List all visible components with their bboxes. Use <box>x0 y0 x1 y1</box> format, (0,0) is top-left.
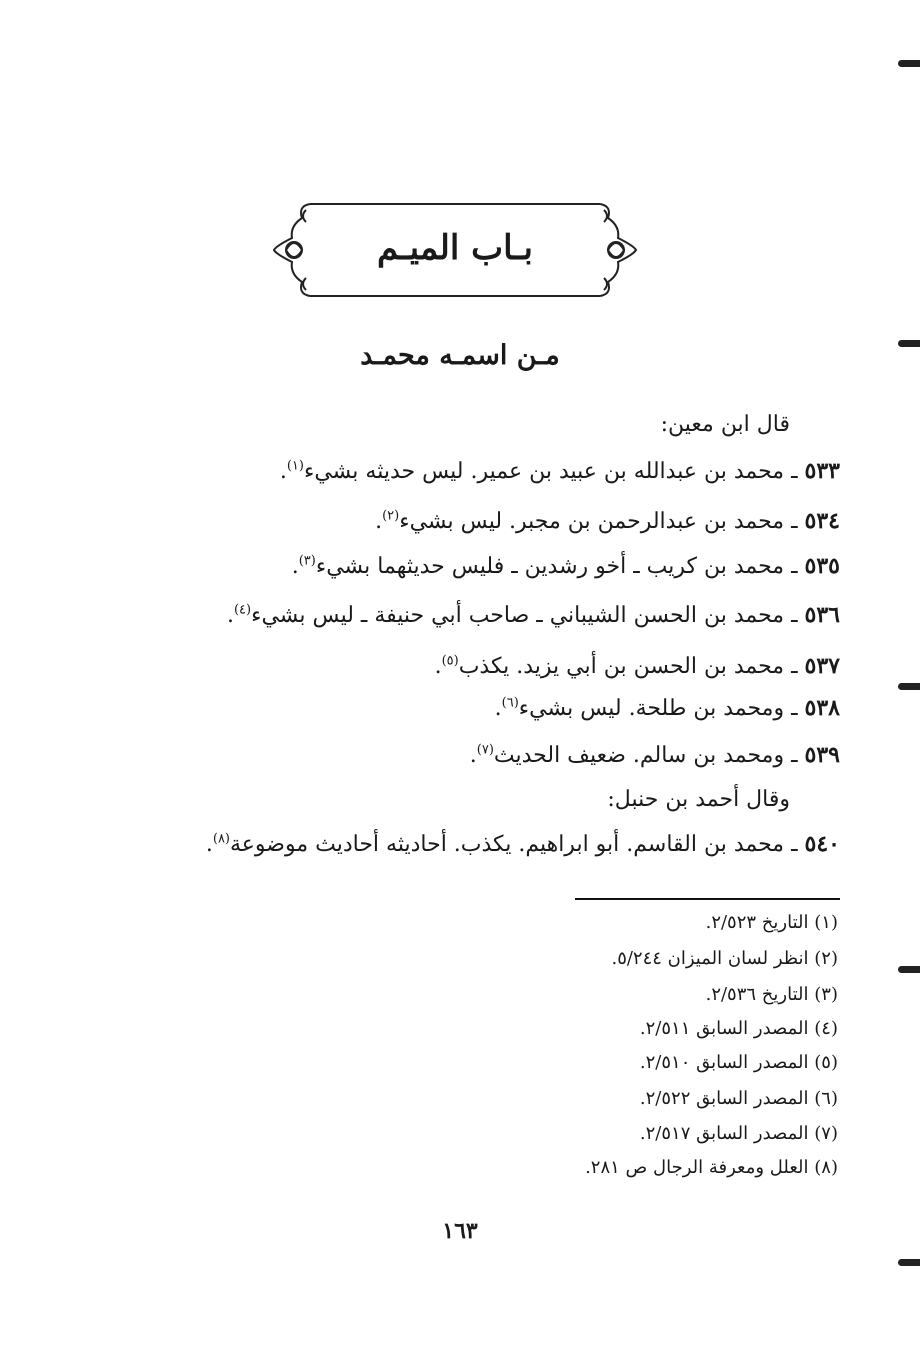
footnote-mark: (١) <box>814 912 838 933</box>
intro-line: وقال أحمد بن حنبل: <box>607 787 790 812</box>
section-title: مـن اسمـه محمـد <box>360 340 560 371</box>
footnote-mark: (٨) <box>814 1157 838 1178</box>
scan-edge-mark <box>898 1259 920 1266</box>
footnote-item <box>438 984 838 1005</box>
footnote-text: المصدر السابق ٢/٥١٠. <box>639 1052 809 1073</box>
footnote-item <box>438 1052 838 1073</box>
entry-dash: ـ <box>791 654 798 679</box>
entry-line: ٥٣٣ ـ محمد بن عبدالله بن عبيد بن عمير. ليس حديثه بشيء$^{(١)}$. <box>279 458 840 484</box>
footnote-text: التاريخ ٢/٥٣٦. <box>705 984 809 1005</box>
footnote-reference: (٨) <box>212 831 230 847</box>
entry-line: ٥٣٥ ـ محمد بن كريب ـ أخو رشدين ـ فليس حديثهما بشيء$^{(٣)}$. <box>291 553 840 579</box>
footnote-reference: (٢) <box>382 508 400 524</box>
footnote-item <box>438 1157 838 1178</box>
chapter-title: بـاب الميـم <box>377 228 533 268</box>
entry-dash: ـ <box>791 743 798 768</box>
page-number: ١٦٣ <box>442 1218 478 1244</box>
entry-number: ٥٣٩ <box>804 742 840 768</box>
footnote-reference: (٤) <box>233 602 252 618</box>
footnote-reference: (٧) <box>476 742 494 758</box>
entry-number: ٥٣٣ <box>804 458 840 484</box>
intro-line: قال ابن معين: <box>660 412 790 437</box>
footnote-reference: (٥) <box>441 653 459 669</box>
entry-line: ٥٣٤ ـ محمد بن عبدالرحمن بن مجبر. ليس بشيء$^{(٢)}$. <box>375 508 840 534</box>
entry-number: ٥٣٥ <box>804 553 840 579</box>
footnote-item <box>438 1123 838 1144</box>
entry-text: محمد بن عبدالرحمن بن مجبر. ليس بشيء <box>399 509 785 534</box>
scan-edge-mark <box>898 683 920 690</box>
entry-text: محمد بن الحسن بن أبي يزيد. يكذب <box>458 654 785 679</box>
footnote-text: المصدر السابق ٢/٥١٧. <box>639 1123 809 1144</box>
footnote-mark: (٢) <box>814 948 838 969</box>
entry-text: محمد بن الحسن الشيباني ـ صاحب أبي حنيفة ـ ليس بشيء <box>251 603 785 628</box>
footnote-reference: (٣) <box>298 553 316 569</box>
footnote-reference: (٦) <box>501 695 519 711</box>
footnote-text: انظر لسان الميزان ٥/٢٤٤. <box>611 948 809 969</box>
footnote-mark: (٣) <box>814 984 838 1005</box>
entry-line: ٥٣٦ ـ محمد بن الحسن الشيباني ـ صاحب أبي حنيفة ـ ليس بشيء$^{(٤)}$. <box>226 602 840 628</box>
chapter-title-cartouche <box>270 200 640 300</box>
footnote-text: المصدر السابق ٢/٥٢٢. <box>639 1088 809 1109</box>
entry-dash: ـ <box>791 832 798 857</box>
entry-dash: ـ <box>791 603 798 628</box>
footnote-mark: (٦) <box>814 1088 838 1109</box>
entry-line: ٥٤٠ ـ محمد بن القاسم. أبو ابراهيم. يكذب. أحاديثه أحاديث موضوعة$^{(٨)}$. <box>205 831 840 857</box>
entry-number: ٥٣٨ <box>804 695 840 721</box>
footnote-mark: (٥) <box>814 1052 838 1073</box>
footnote-item <box>438 1018 838 1039</box>
footnote-divider <box>575 898 840 900</box>
footnote-text: المصدر السابق ٢/٥١١. <box>639 1018 809 1039</box>
entry-line: ٥٣٨ ـ ومحمد بن طلحة. ليس بشيء$^{(٦)}$. <box>494 695 840 721</box>
entry-number: ٥٣٤ <box>804 508 840 534</box>
entry-number: ٥٣٦ <box>804 602 840 628</box>
entry-dash: ـ <box>791 459 798 484</box>
entry-dash: ـ <box>791 554 798 579</box>
entry-text: ومحمد بن طلحة. ليس بشيء <box>518 696 785 721</box>
footnote-text: العلل ومعرفة الرجال ص ٢٨١. <box>585 1157 809 1178</box>
entry-dash: ـ <box>791 509 798 534</box>
entry-number: ٥٣٧ <box>804 653 840 679</box>
footnote-mark: (٤) <box>814 1018 838 1039</box>
footnote-reference: (١) <box>286 458 304 474</box>
footnote-mark: (٧) <box>814 1123 838 1144</box>
entry-text: محمد بن القاسم. أبو ابراهيم. يكذب. أحاديثه أحاديث موضوعة <box>230 832 785 857</box>
footnote-text: التاريخ ٢/٥٢٣. <box>705 912 809 933</box>
entry-text: محمد بن كريب ـ أخو رشدين ـ فليس حديثهما بشيء <box>315 554 785 579</box>
footnote-item <box>438 1088 838 1109</box>
entry-dash: ـ <box>791 696 798 721</box>
scan-edge-mark <box>898 966 920 973</box>
entry-number: ٥٤٠ <box>804 831 840 857</box>
footnote-item <box>438 948 838 969</box>
entry-line: ٥٣٧ ـ محمد بن الحسن بن أبي يزيد. يكذب$^{(٥)}$. <box>434 653 840 679</box>
entry-text: ومحمد بن سالم. ضعيف الحديث <box>493 743 785 768</box>
footnote-item <box>438 912 838 933</box>
entry-text: محمد بن عبدالله بن عبيد بن عمير. ليس حديثه بشيء <box>303 459 785 484</box>
scan-edge-mark <box>898 60 920 67</box>
entry-line: ٥٣٩ ـ ومحمد بن سالم. ضعيف الحديث$^{(٧)}$. <box>469 742 840 768</box>
